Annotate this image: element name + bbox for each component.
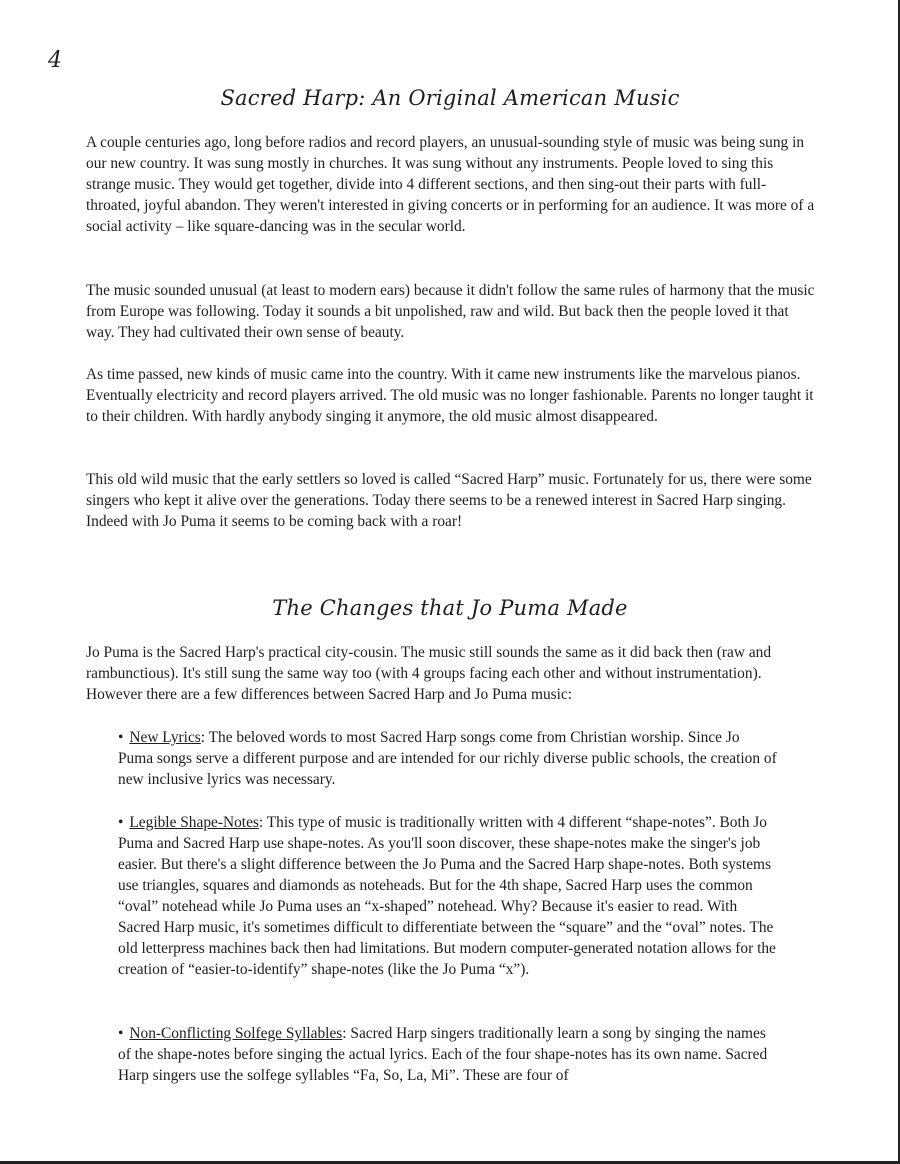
section-title-sacred-harp: Sacred Harp: An Original American Music (220, 86, 680, 110)
section-title-jo-puma-changes: The Changes that Jo Puma Made (272, 596, 628, 620)
paragraph-jo-puma-intro: Jo Puma is the Sacred Harp's practical city-cousin. The music still sounds the same as it did back then (raw and rambunctious). It's still sung the same way too (with 4 groups facing each other and without instrumentation). However there are a few differences between Sacred Harp and Jo Puma music: (86, 644, 772, 703)
bullet-marker: • (118, 1025, 124, 1042)
bullet-text: : Sacred Harp singers traditionally learn a song by singing the names of the shape-notes before singing the actual lyrics. Each of the four shape-notes has its own name. Sacred Harp singers use the solfege syllables “Fa, So, La, Mi”. These are four of (118, 1025, 768, 1084)
paragraph-history: A couple centuries ago, long before radios and record players, an unusual-sounding style of music was being sung in our new country. It was sung mostly in churches. It was sung without any instruments. People loved to sing this strange music. They would get together, divide into 4 different sections, and then sing-out their parts with full-throated, joyful abandon. They weren't interested in giving concerts or in performing for an audience. It was more of a social activity – like square-dancing was in the secular world. (86, 134, 815, 235)
bullet-solfege-syllables (118, 1023, 778, 1086)
bullet-text: : This type of music is traditionally written with 4 different “shape-notes”. Both Jo Puma and Sacred Harp use shape-notes. As you'll soon discover, these shape-notes make the singer's job easier. But there's a slight difference between the Jo Puma and the Sacred Harp shape-notes. Both systems use triangles, squares and diamonds as noteheads. But for the 4th shape, Sacred Harp uses the common “oval” notehead while Jo Puma uses an “x-shaped” notehead. Why? Because it's easier to read. With Sacred Harp music, it's sometimes difficult to differentiate between the “square” and the “oval” notes. The old letterpress machines back then had limitations. But modern computer-generated notation allows for the creation of “easier-to-identify” shape-notes (like the Jo Puma “x”). (118, 814, 776, 978)
bullet-term: Non-Conflicting Solfege Syllables (129, 1025, 343, 1042)
bullet-marker: • (118, 729, 124, 746)
paragraph-decline: As time passed, new kinds of music came into the country. With it came new instruments like the marvelous pianos. Eventually electricity and record players arrived. The old music was no longer fashionable. Parents no longer taught it to their children. With hardly anybody singing it anymore, the old music almost disappeared. (86, 366, 814, 425)
paragraph-harmony: The music sounded unusual (at least to modern ears) because it didn't follow the same rules of harmony that the music from Europe was following. Today it sounds a bit unpolished, raw and wild. But back then the people loved it that way. They had cultivated their own sense of beauty. (86, 282, 815, 341)
page-number: 4 (48, 48, 62, 73)
bullet-text: : The beloved words to most Sacred Harp songs come from Christian worship. Since Jo Puma songs serve a different purpose and are intended for our richly diverse public schools, the creation of new inclusive lyrics was necessary. (118, 729, 777, 788)
bullet-term: Legible Shape-Notes (129, 814, 259, 831)
bullet-new-lyrics (118, 727, 778, 790)
bullet-legible-shape-notes (118, 812, 778, 980)
paragraph-revival: This old wild music that the early settlers so loved is called “Sacred Harp” music. Fortunately for us, there were some singers who kept it alive over the generations. Today there seems to be a renewed interest in Sacred Harp singing. Indeed with Jo Puma it seems to be coming back with a roar! (86, 471, 812, 530)
bullet-term: New Lyrics (129, 729, 201, 746)
bullet-marker: • (118, 814, 124, 831)
